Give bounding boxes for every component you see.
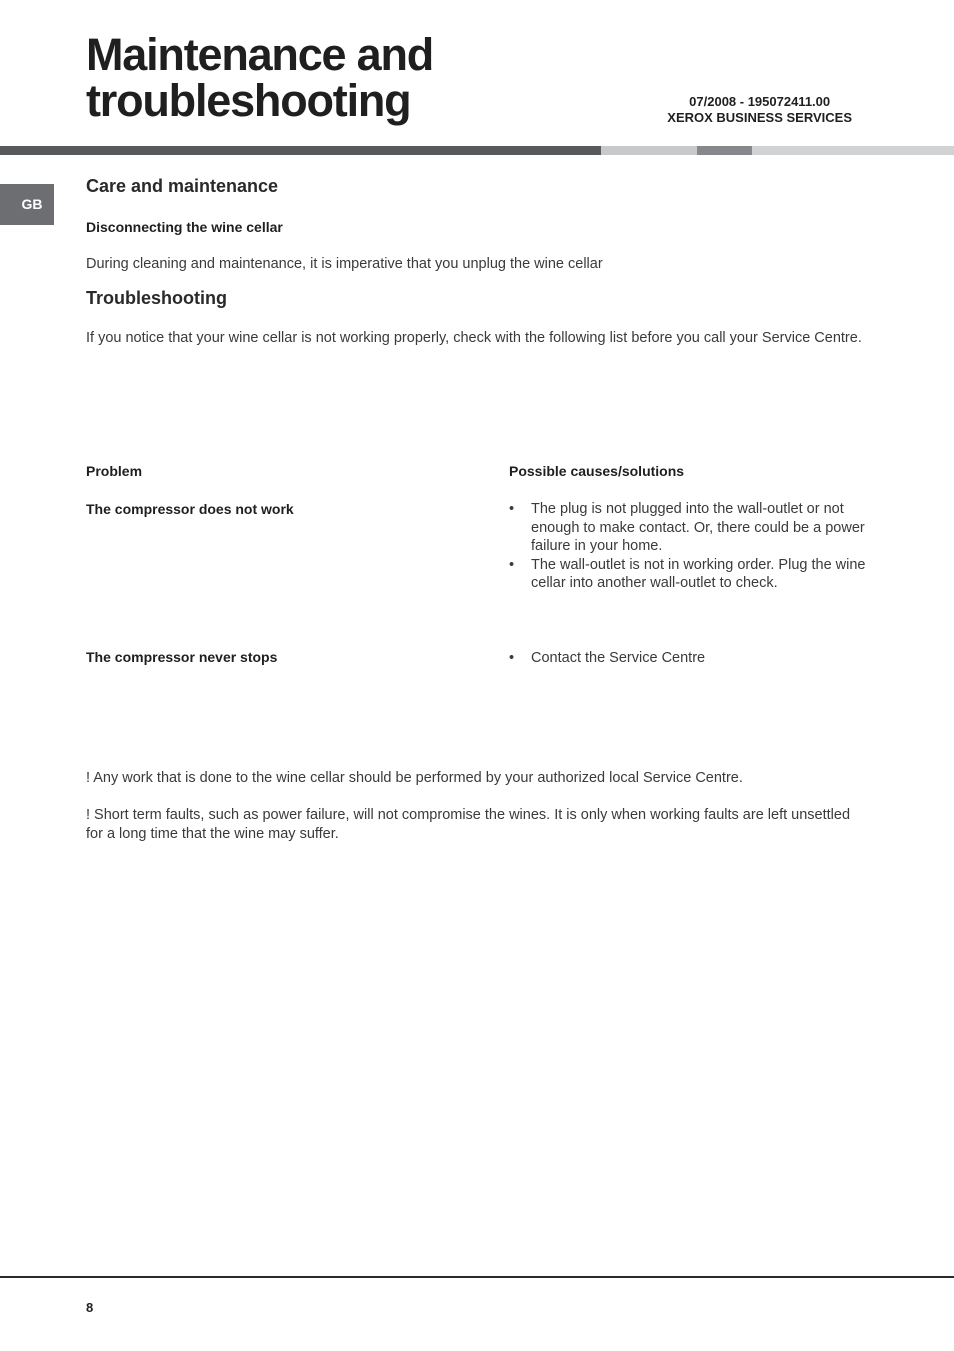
- column-header-solutions: Possible causes/solutions: [509, 463, 685, 479]
- disconnecting-text: During cleaning and maintenance, it is imperative that you unplug the wine cellar: [86, 256, 603, 272]
- bullet-icon: •: [509, 501, 515, 517]
- footer-rule: [0, 1276, 954, 1278]
- troubleshooting-intro: If you notice that your wine cellar is not working properly, check with the following list before you call your Service Centre.: [86, 330, 862, 346]
- note-authorized-service: ! Any work that is done to the wine cellar should be performed by your authorized local Service Centre.: [86, 770, 743, 786]
- color-bar-segment-mid: [697, 146, 752, 155]
- solution-text: Contact the Service Centre: [531, 650, 706, 666]
- publisher-name: XEROX BUSINESS SERVICES: [667, 110, 852, 125]
- care-maintenance-heading: Care and maintenance: [86, 176, 279, 196]
- bullet-icon: •: [509, 650, 515, 666]
- problem-label: The compressor does not work: [86, 501, 294, 517]
- solution-list: [509, 649, 885, 668]
- disconnecting-subheading: Disconnecting the wine cellar: [86, 219, 283, 235]
- solution-item: [509, 500, 885, 556]
- page-title-line-2: troubleshooting: [86, 75, 411, 126]
- column-header-problem: Problem: [86, 463, 143, 479]
- solution-list: [509, 500, 885, 593]
- solution-text: The plug is not plugged into the wall-outlet or not enough to make contact. Or, there could be a power failure in your home.: [531, 501, 865, 554]
- document-code: 07/2008 - 195072411.00: [689, 94, 831, 109]
- note-short-term-faults: ! Short term faults, such as power failure, will not compromise the wines. It is only when working faults are left unsettled for a long time that the wine may suffer.: [86, 807, 851, 842]
- troubleshooting-heading: Troubleshooting: [86, 288, 227, 308]
- bullet-icon: •: [509, 556, 515, 573]
- page-title: [86, 29, 434, 126]
- page-number: 8: [86, 1300, 94, 1315]
- solution-item: [509, 649, 885, 668]
- page-title-line-1: Maintenance and: [86, 29, 434, 80]
- solution-text: The wall-outlet is not in working order. Plug the wine cellar into another wall-outlet to check.: [531, 556, 866, 591]
- header-color-bar: [0, 146, 954, 155]
- solution-item: [509, 556, 885, 593]
- problem-label: The compressor never stops: [86, 649, 278, 665]
- language-tab: GB: [0, 184, 54, 225]
- color-bar-segment-light: [601, 146, 697, 155]
- color-bar-segment-dark: [0, 146, 601, 155]
- color-bar-segment-light-end: [752, 146, 954, 155]
- document-reference: [667, 94, 852, 126]
